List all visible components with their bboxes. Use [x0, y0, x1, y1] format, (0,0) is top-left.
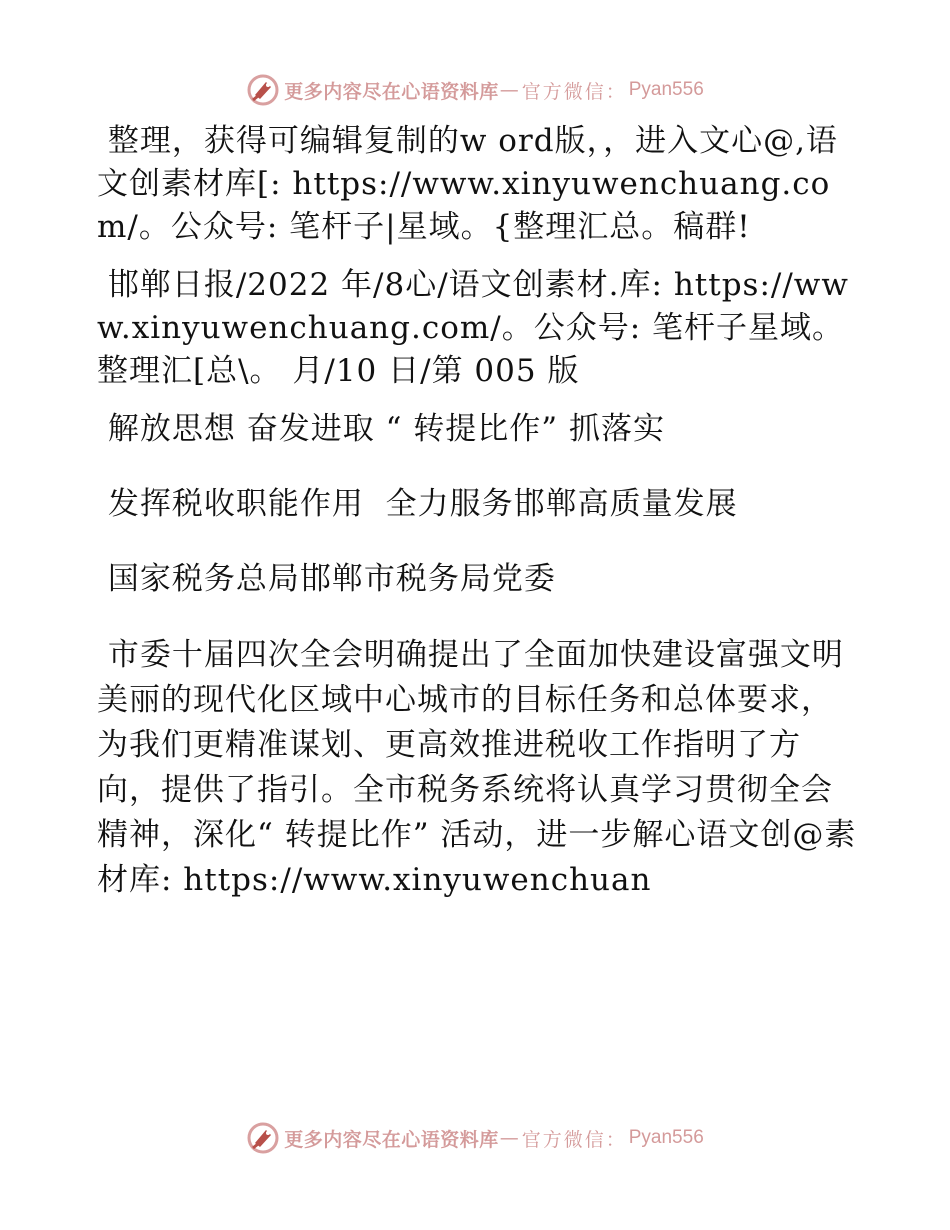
header-banner — [0, 70, 950, 110]
banner-separator: — — [499, 1127, 519, 1149]
banner-text: 更多内容尽在心语资料库 — [284, 80, 499, 103]
brand-logo-icon — [246, 1121, 280, 1155]
document-body — [97, 120, 857, 918]
headline-2: 发挥税收职能作用 全力服务邯郸高质量发展 — [97, 486, 738, 522]
banner-wechat-label: 官方微信： — [521, 80, 627, 103]
banner-text: 更多内容尽在心语资料库 — [284, 1128, 499, 1151]
intro-paragraph: 整理，获得可编辑复制的w ord版，，进入文心@,语文创素材库[: https://www.xinyuwenchuang.com/。公众号: 笔杆子|星域。{整理汇总。稿群! — [97, 123, 838, 245]
source-paragraph: 邯郸日报/2022 年/8心/语文创素材.库: https://www.xinyuwenchuang.com/。公众号: 笔杆子星域。整理汇[总\。 月/10 日/第 005 版 — [97, 267, 849, 389]
banner-wechat-id: Pyan556 — [628, 1127, 704, 1148]
footer-banner — [0, 1118, 950, 1158]
body-paragraph: 市委十届四次全会明确提出了全面加快建设富强文明美丽的现代化区域中心城市的目标任务和总体要求，为我们更精准谋划、更高效推进税收工作指明了方向，提供了指引。全市税务系统将认真学习贯彻全会精神，深化“ 转提比作” 活动，进一步解心语文创@素材库: https://www.xinyuwenchuan — [97, 637, 857, 898]
author-line: 国家税务总局邯郸市税务局党委 — [97, 561, 556, 597]
headline-1: 解放思想 奋发进取 “ 转提比作” 抓落实 — [97, 411, 665, 447]
banner-wechat-id: Pyan556 — [628, 79, 704, 100]
banner-separator: — — [499, 79, 519, 101]
brand-logo-icon — [246, 73, 280, 107]
banner-wechat-label: 官方微信： — [521, 1128, 627, 1151]
